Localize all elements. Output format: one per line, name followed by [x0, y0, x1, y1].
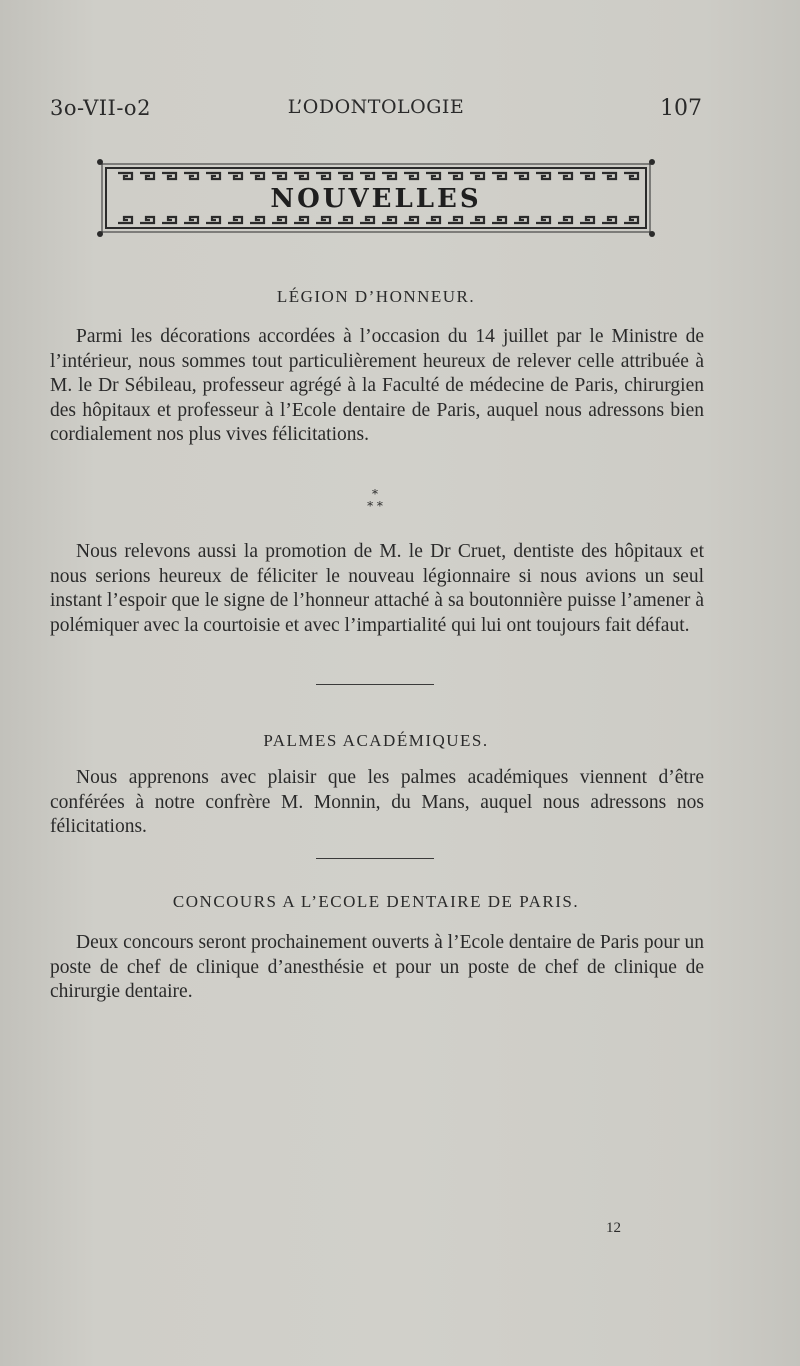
- greek-key-segment: [140, 217, 154, 223]
- greek-key-segment: [382, 173, 396, 179]
- section-banner: [96, 158, 656, 238]
- paragraph: Parmi les décorations accordées à l’occasion du 14 juillet par le Ministre de l’intérieur, nous sommes tout particulièrement heureux de relever celle attribuée à M. le Dr Sébileau, professeur agrégé à la Faculté de médecine de Paris, chirurgien des hôpitaux et professeur à l’Ecole dentaire de Paris, auquel nous adressons bien cordialement nos plus vives félicitations.: [50, 326, 704, 445]
- section-divider: [316, 684, 434, 685]
- greek-key-segment: [228, 217, 242, 223]
- section-text-legion-2: [50, 540, 704, 638]
- section-heading-concours: CONCOURS A L’ECOLE DENTAIRE DE PARIS.: [172, 892, 580, 911]
- paragraph: Deux concours seront prochainement ouverts à l’Ecole dentaire de Paris pour un poste de chef de clinique d’anesthésie et pour un poste de chef de clinique de chirurgie dentaire.: [50, 932, 704, 1002]
- greek-key-segment: [492, 173, 506, 179]
- greek-key-segment: [492, 217, 506, 223]
- greek-key-segment: [580, 173, 594, 179]
- greek-key-segment: [338, 217, 352, 223]
- greek-key-segment: [162, 217, 176, 223]
- greek-key-segment: [250, 173, 264, 179]
- greek-key-segment: [162, 173, 176, 179]
- running-head: [50, 96, 702, 124]
- greek-key-segment: [184, 217, 198, 223]
- greek-key-segment: [426, 217, 440, 223]
- greek-key-segment: [250, 217, 264, 223]
- greek-key-segment: [602, 217, 616, 223]
- greek-key-segment: [184, 173, 198, 179]
- greek-key-segment: [536, 217, 550, 223]
- greek-key-segment: [580, 217, 594, 223]
- greek-key-segment: [624, 217, 638, 223]
- section-text-concours: [50, 931, 704, 1005]
- section-text-palmes: [50, 766, 704, 840]
- page-number: 107: [660, 96, 702, 121]
- greek-key-segment: [382, 217, 396, 223]
- asterism-top: *: [372, 487, 378, 501]
- greek-key-segment: [294, 217, 308, 223]
- greek-key-segment: [316, 217, 330, 223]
- greek-key-segment: [272, 217, 286, 223]
- greek-key-segment: [118, 217, 132, 223]
- greek-key-segment: [404, 217, 418, 223]
- asterism: [340, 488, 410, 512]
- greek-key-segment: [470, 217, 484, 223]
- section-heading-legion: LÉGION D’HONNEUR.: [276, 287, 476, 306]
- greek-key-segment: [360, 217, 374, 223]
- greek-key-segment: [470, 173, 484, 179]
- greek-key-segment: [426, 173, 440, 179]
- greek-key-segment: [294, 173, 308, 179]
- section-divider: [316, 858, 434, 859]
- greek-key-segment: [316, 173, 330, 179]
- greek-key-segment: [140, 173, 154, 179]
- greek-key-segment: [448, 217, 462, 223]
- greek-key-segment: [602, 173, 616, 179]
- section-heading-palmes: PALMES ACADÉMIQUES.: [263, 731, 489, 750]
- greek-key-segment: [360, 173, 374, 179]
- asterism-bottom: * *: [367, 499, 383, 513]
- greek-key-segment: [558, 217, 572, 223]
- journal-title: L’ODONTOLOGIE: [287, 96, 465, 118]
- greek-key-segment: [448, 173, 462, 179]
- section-text-legion-1: [50, 325, 704, 448]
- paragraph: Nous apprenons avec plaisir que les palmes académiques viennent d’être conférées à notre confrère M. Monnin, du Mans, auquel nous adressons nos félicitations.: [50, 767, 704, 837]
- signature-mark: 12: [606, 1220, 621, 1236]
- greek-key-segment: [558, 173, 572, 179]
- greek-key-segment: [514, 217, 528, 223]
- greek-key-segment: [206, 173, 220, 179]
- greek-key-segment: [624, 173, 638, 179]
- greek-key-segment: [228, 173, 242, 179]
- greek-key-segment: [514, 173, 528, 179]
- paragraph: Nous relevons aussi la promotion de M. le Dr Cruet, dentiste des hôpitaux et nous serions heureux de féliciter le nouveau légionnaire si nous avions un seul instant l’espoir que le signe de l’honneur attaché à sa boutonnière puisse l’amener à polémiquer avec la courtoisie et avec l’impartialité qui lui ont toujours fait défaut.: [50, 541, 704, 636]
- greek-key-segment: [404, 173, 418, 179]
- banner-title: NOUVELLES: [270, 184, 482, 214]
- greek-key-segment: [536, 173, 550, 179]
- issue-date: 3o-VII-o2: [50, 96, 151, 120]
- greek-key-segment: [338, 173, 352, 179]
- greek-key-segment: [272, 173, 286, 179]
- greek-key-segment: [118, 173, 132, 179]
- greek-key-segment: [206, 217, 220, 223]
